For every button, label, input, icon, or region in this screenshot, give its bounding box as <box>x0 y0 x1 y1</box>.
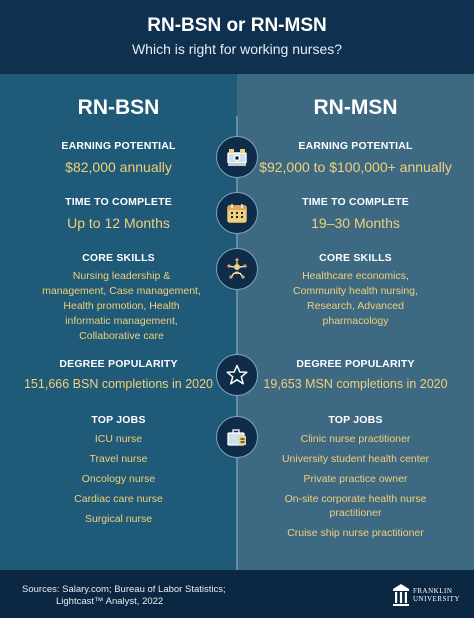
rn-msn-column <box>237 74 474 570</box>
list-item: Private practice owner <box>303 473 408 485</box>
bsn-time-value: Up to 12 Months <box>67 215 170 231</box>
bsn-jobs-list <box>0 432 237 526</box>
logo-line-2: UNIVERSITY <box>413 595 460 603</box>
msn-earning-value: $92,000 to $100,000+ annually <box>259 159 452 175</box>
msn-time-label: TIME TO COMPLETE <box>302 196 409 208</box>
list-item: Cruise ship nurse practitioner <box>287 527 424 539</box>
rn-bsn-column <box>0 74 237 570</box>
logo-line-1: FRANKLIN <box>413 587 453 595</box>
bsn-popularity-value: 151,666 BSN completions in 2020 <box>23 377 213 391</box>
footer <box>0 570 474 618</box>
header <box>0 0 474 74</box>
list-item: Oncology nurse <box>81 473 156 485</box>
msn-earning-label: EARNING POTENTIAL <box>298 140 413 152</box>
list-item: Clinic nurse practitioner <box>300 433 411 445</box>
list-item: Cardiac care nurse <box>74 493 163 505</box>
msn-jobs-list <box>237 432 474 540</box>
briefcase-icon <box>216 416 258 458</box>
list-item: Travel nurse <box>89 453 148 465</box>
bsn-time-label: TIME TO COMPLETE <box>65 196 172 208</box>
msn-popularity-value: 19,653 MSN completions in 2020 <box>263 377 448 391</box>
franklin-university-logo <box>393 584 460 606</box>
list-item: University student health center <box>281 453 430 465</box>
msn-popularity-label: DEGREE POPULARITY <box>296 358 415 370</box>
msn-skills-label: CORE SKILLS <box>319 252 392 264</box>
sources-line-2: Lightcast™ Analyst, 2022 <box>56 596 164 607</box>
rn-bsn-title: RN-BSN <box>77 96 160 119</box>
network-icon <box>216 248 258 290</box>
logo-text <box>413 587 460 603</box>
list-item: ICU nurse <box>94 433 143 445</box>
bsn-jobs-label: TOP JOBS <box>91 414 146 426</box>
list-item: Surgical nurse <box>84 513 153 525</box>
msn-skills-value: Healthcare economics, Community health nursing, Research, Advanced pharmacology <box>293 270 418 327</box>
page-title: RN-BSN or RN-MSN <box>147 15 327 36</box>
sources-text <box>22 584 226 608</box>
star-icon <box>216 354 258 396</box>
list-item: On-site corporate health nurse practitioner <box>284 493 427 519</box>
sources-line-1: Sources: Salary.com; Bureau of Labor Statistics; <box>22 584 226 595</box>
msn-time-value: 19–30 Months <box>311 215 400 231</box>
msn-jobs-label: TOP JOBS <box>328 414 383 426</box>
bsn-earning-label: EARNING POTENTIAL <box>61 140 176 152</box>
money-icon <box>216 136 258 178</box>
calendar-icon <box>216 192 258 234</box>
bsn-popularity-label: DEGREE POPULARITY <box>59 358 178 370</box>
logo-mark-icon <box>393 584 409 606</box>
rn-msn-title: RN-MSN <box>313 96 398 119</box>
bsn-earning-value: $82,000 annually <box>65 159 172 175</box>
column-divider <box>236 116 238 570</box>
bsn-skills-label: CORE SKILLS <box>82 252 155 264</box>
page-subtitle: Which is right for working nurses? <box>131 41 343 57</box>
bsn-skills-value: Nursing leadership & management, Case management, Health promotion, Health informatic management, Collaborative care <box>42 270 201 342</box>
